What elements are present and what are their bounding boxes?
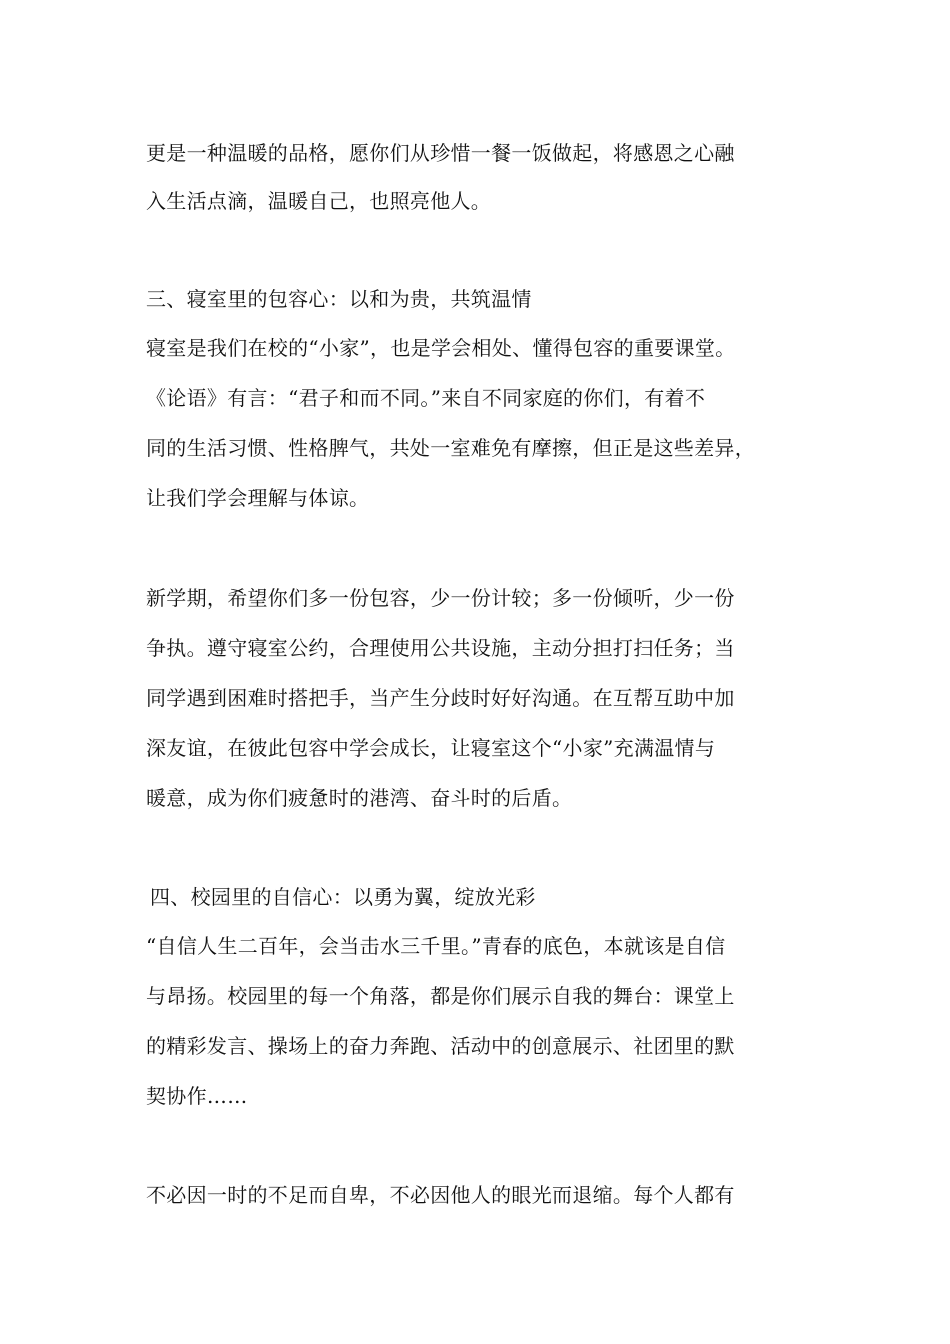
paragraph-line: 让我们学会理解与体谅。 [146, 486, 370, 510]
paragraph-line: 更是一种温暖的品格，愿你们从珍惜一餐一饭做起，将感恩之心融 [146, 141, 735, 165]
paragraph-line: 《论语》有言：“君子和而不同。”来自不同家庭的你们，有着不 [146, 386, 706, 410]
paragraph-line: 暖意，成为你们疲惫时的港湾、奋斗时的后盾。 [146, 786, 573, 810]
paragraph-line: 的精彩发言、操场上的奋力奔跑、活动中的创意展示、社团里的默 [146, 1034, 735, 1058]
paragraph-line: 契协作…… [146, 1084, 248, 1108]
paragraph-line: 入生活点滴，温暖自己，也照亮他人。 [146, 189, 492, 213]
section-heading: 三、寝室里的包容心：以和为贵，共筑温情 [146, 287, 532, 311]
paragraph-line: 寝室是我们在校的“小家”，也是学会相处、懂得包容的重要课堂。 [146, 336, 736, 360]
paragraph-line: 同学遇到困难时搭把手，当产生分歧时好好沟通。在互帮互助中加 [146, 686, 735, 710]
paragraph-line: 与昂扬。校园里的每一个角落，都是你们展示自我的舞台：课堂上 [146, 984, 735, 1008]
paragraph-line: 同的生活习惯、性格脾气，共处一室难免有摩擦，但正是这些差异， [146, 436, 755, 460]
paragraph-line: 争执。遵守寝室公约，合理使用公共设施，主动分担打扫任务；当 [146, 636, 735, 660]
section-heading: 四、校园里的自信心：以勇为翼，绽放光彩 [150, 885, 536, 909]
paragraph-line: 不必因一时的不足而自卑，不必因他人的眼光而退缩。每个人都有 [146, 1183, 735, 1207]
paragraph-line: “自信人生二百年，会当击水三千里。”青春的底色，本就该是自信 [146, 934, 726, 958]
paragraph-line: 新学期，希望你们多一份包容，少一份计较；多一份倾听，少一份 [146, 586, 735, 610]
paragraph-line: 深友谊，在彼此包容中学会成长，让寝室这个“小家”充满温情与 [146, 736, 716, 760]
